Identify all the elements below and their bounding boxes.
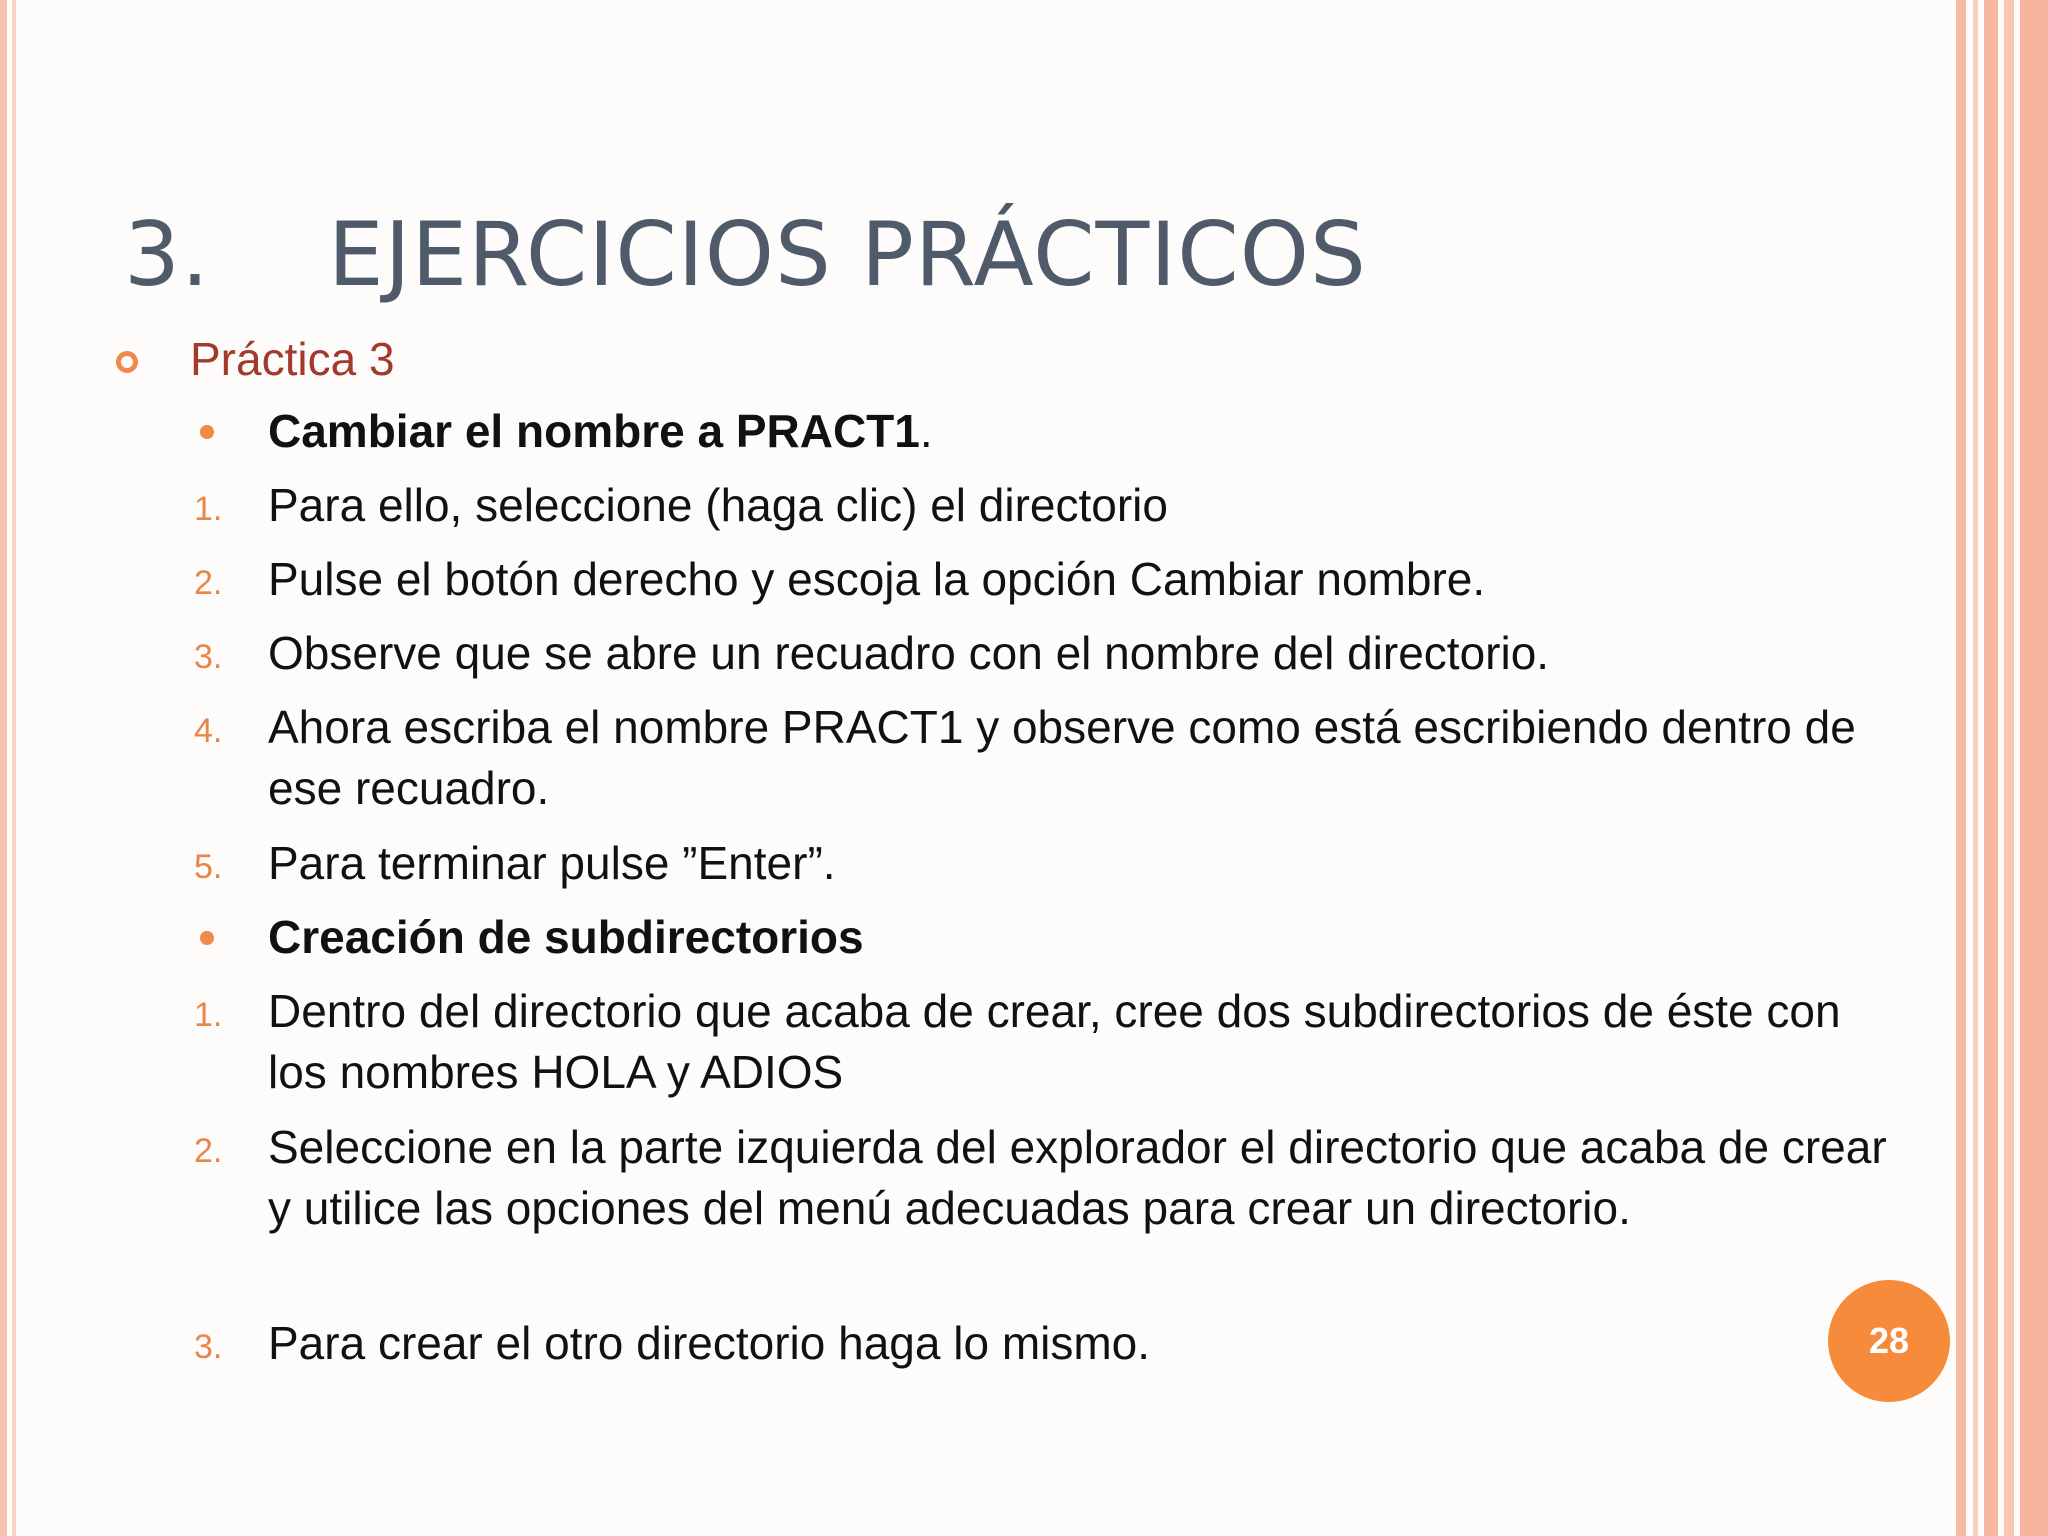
right-border-stripe: [1973, 0, 1978, 1536]
page-number-badge: 28: [1828, 1280, 1950, 1402]
section-heading: Práctica 3: [190, 333, 395, 385]
list-item: [194, 1117, 1888, 1239]
list-item: [194, 981, 1888, 1103]
dot-bullet-icon: [200, 425, 214, 439]
right-border-stripe: [1984, 0, 1998, 1536]
list-item: [194, 697, 1888, 819]
list-item-text: Para crear el otro directorio haga lo mismo.: [268, 1317, 1151, 1369]
list-item-text: Creación de subdirectorios: [268, 911, 864, 963]
list-item-text: Para terminar pulse ”Enter”.: [268, 837, 836, 889]
list-item-text: Dentro del directorio que acaba de crear, cree dos subdirectorios de éste con los nombres HOLA y ADIOS: [268, 985, 1841, 1098]
list-item-number: 3.: [194, 638, 223, 676]
list-item: [194, 475, 1888, 536]
list-item: [194, 833, 1888, 894]
list-item-text: Seleccione en la parte izquierda del explorador el directorio que acaba de crear y utilice las opciones del menú adecuadas para crear un directorio.: [268, 1121, 1887, 1234]
right-border-stripe: [2020, 0, 2048, 1536]
list-item-number: 3.: [194, 1328, 223, 1366]
slide-title: [124, 200, 1367, 310]
left-border-stripe-inner: [12, 0, 16, 1536]
dot-bullet-icon: [200, 931, 214, 945]
right-border-stripe: [1956, 0, 1966, 1536]
list-item-number: 1.: [194, 490, 223, 528]
list-item-number: 2.: [194, 564, 223, 602]
slide-title-text: EJERCICIOS PRÁCTICOS: [328, 203, 1367, 306]
list-item-suffix: .: [919, 405, 933, 457]
list-item-number: 2.: [194, 1132, 223, 1170]
list-item-text: Pulse el botón derecho y escoja la opción Cambiar nombre.: [268, 553, 1486, 605]
list-item-text: Cambiar el nombre a PRACT1: [268, 405, 920, 457]
slide-title-number: 3.: [124, 203, 210, 306]
list-item-text: Ahora escriba el nombre PRACT1 y observe como está escribiendo dentro de ese recuadro.: [268, 701, 1856, 814]
list-item-number: 4.: [194, 712, 223, 750]
list-item: [268, 907, 1888, 968]
list-item: [194, 549, 1888, 610]
ring-bullet-icon: [116, 351, 138, 373]
right-border-stripe: [2004, 0, 2014, 1536]
list-item-text: Para ello, seleccione (haga clic) el directorio: [268, 479, 1168, 531]
list-item: [194, 1313, 1888, 1374]
list-item-text: Observe que se abre un recuadro con el nombre del directorio.: [268, 627, 1550, 679]
list-item-number: 1.: [194, 996, 223, 1034]
list-item-number: 5.: [194, 848, 223, 886]
list-item: [194, 623, 1888, 684]
left-border-stripe: [0, 0, 7, 1536]
list-item: [268, 401, 1888, 462]
